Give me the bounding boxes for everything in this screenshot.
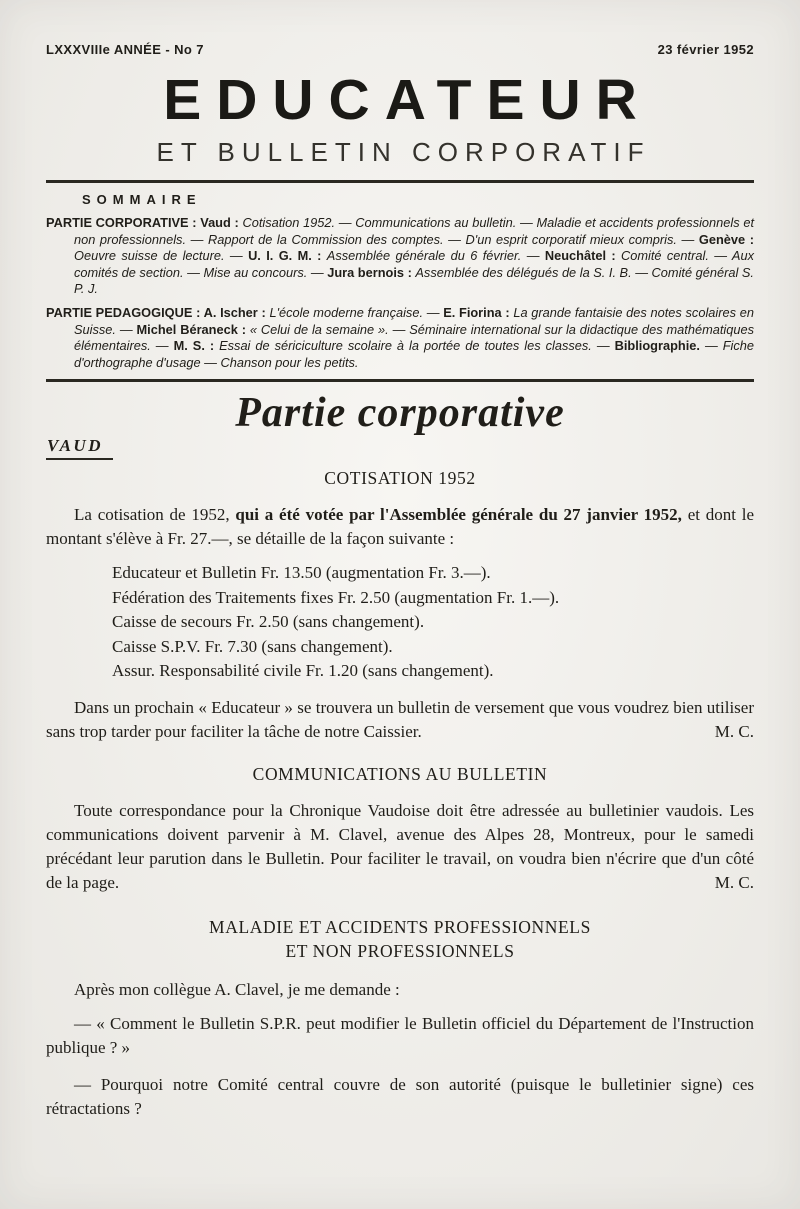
text-segment: La cotisation de 1952, (74, 505, 236, 525)
sommaire-heading: SOMMAIRE (82, 192, 202, 208)
text-segment: A. Ischer : (203, 305, 270, 321)
fee-item: Fédération des Traitements fixes Fr. 2.50 (augmentation Fr. 1.—). (112, 587, 560, 607)
journal-subtitle: ET BULLETIN CORPORATIF (156, 136, 651, 167)
text-segment: « Celui de la semaine ». — Séminaire international sur la didactique des mathématiques élémentaires. — (74, 321, 755, 354)
text-segment: et dont le montant s'élève à Fr. 27.—, se détaille de la façon suivante : (46, 505, 754, 549)
text-segment: Assemblée des délégués de la S. I. B. — Comité général S. P. J. (74, 264, 754, 297)
text-segment: Bibliographie. (614, 338, 705, 354)
text-segment: Oeuvre suisse de lecture. — (74, 248, 249, 264)
text-segment: — Fiche d'orthographe d'usage — Chanson pour les petits. (74, 338, 755, 370)
text-segment: E. Fiorina : (443, 305, 514, 321)
text-segment: PARTIE CORPORATIVE : (46, 215, 201, 231)
text-segment: Essai de sériciculture scolaire à la portée de toutes les classes. — (219, 338, 615, 354)
issue-date: 23 février 1952 (657, 42, 754, 57)
fee-item: Caisse de secours Fr. 2.50 (sans changement). (112, 612, 425, 632)
sommaire-partie-corporative (46, 215, 754, 297)
heading-maladie-line1: MALADIE ET ACCIDENTS PROFESSIONNELS (209, 916, 591, 937)
fee-item: Assur. Responsabilité civile Fr. 1.20 (sans changement). (112, 661, 494, 681)
maladie-paragraph-1: Après mon collègue A. Clavel, je me demande : (74, 979, 400, 999)
issue-number: LXXXVIIIe ANNÉE - No 7 (46, 42, 204, 57)
cotisation-closing (46, 696, 754, 744)
closing-text: Dans un prochain « Educateur » se trouvera un bulletin de versement que vous voudrez bien utiliser sans trop tarder pour faciliter la tâche de notre Caissier. (46, 697, 754, 741)
region-row (46, 436, 754, 462)
fee-item: Educateur et Bulletin Fr. 13.50 (augmentation Fr. 3.—). (112, 563, 491, 583)
text-segment: qui a été votée par l'Assemblée générale du 27 janvier 1952, (235, 505, 682, 525)
signature-initials: M. C. (714, 721, 754, 741)
text-segment: Comité central. — Aux comités de section. — Mise au concours. — (74, 248, 754, 280)
communications-body (46, 799, 754, 895)
text-segment: Assemblée générale du 6 février. — (326, 248, 545, 264)
sommaire-partie-pedagogique (46, 305, 754, 371)
signature-initials: M. C. (714, 872, 754, 892)
text-segment: U. I. G. M. : (248, 248, 327, 264)
masthead (46, 42, 754, 57)
region-label: VAUD (46, 436, 113, 460)
heading-maladie-line2: ET NON PROFESSIONNELS (285, 941, 515, 962)
journal-title: EDUCATEUR (163, 68, 652, 132)
text-segment: Michel Béraneck : (136, 321, 250, 337)
text-segment: PARTIE PEDAGOGIQUE : (46, 305, 204, 321)
text-segment: L'école moderne française. — (269, 305, 444, 321)
heading-cotisation: COTISATION 1952 (324, 468, 476, 489)
communications-text: Toute correspondance pour la Chronique Vaudoise doit être adressée au bulletinier vaudois. Les communications doivent parvenir à M. Clavel, avenue des Alpes 28, Montreux, pour le samedi précédant leur parution dans le Bulletin. Pour faciliter le travail, on voudra bien n'écrire que d'un côté de la page. (46, 800, 754, 892)
text-segment: Neuchâtel : (544, 248, 622, 264)
maladie-paragraph-3: — Pourquoi notre Comité central couvre de son autorité (puisque le bulletinier signe) ces rétractations ? (46, 1074, 754, 1118)
heading-maladie (46, 915, 754, 964)
text-segment: La grande fantaisie des notes scolaires en Suisse. — (74, 305, 754, 337)
text-segment: M. S. : (173, 338, 220, 354)
fee-item: Caisse S.P.V. Fr. 7.30 (sans changement). (112, 636, 393, 656)
heading-communications: COMMUNICATIONS AU BULLETIN (252, 763, 548, 784)
cotisation-intro (46, 503, 754, 551)
text-segment: Jura bernois : (327, 264, 416, 280)
fee-list (112, 561, 754, 684)
text-segment: Genève : (698, 231, 754, 247)
part-title: Partie corporative (235, 390, 565, 437)
divider-top (46, 180, 754, 183)
divider-sommaire (46, 379, 754, 382)
text-segment: Vaud : (200, 215, 243, 231)
maladie-paragraph-2: — « Comment le Bulletin S.P.R. peut modifier le Bulletin officiel du Département de l'Instruction publique ? » (46, 1013, 754, 1057)
text-segment: Cotisation 1952. — Communications au bulletin. — Maladie et accidents professionnels et non professionnels. — Rapport de la Commission des comptes. — D'un esprit corporatif mieux compris. — (74, 215, 755, 247)
